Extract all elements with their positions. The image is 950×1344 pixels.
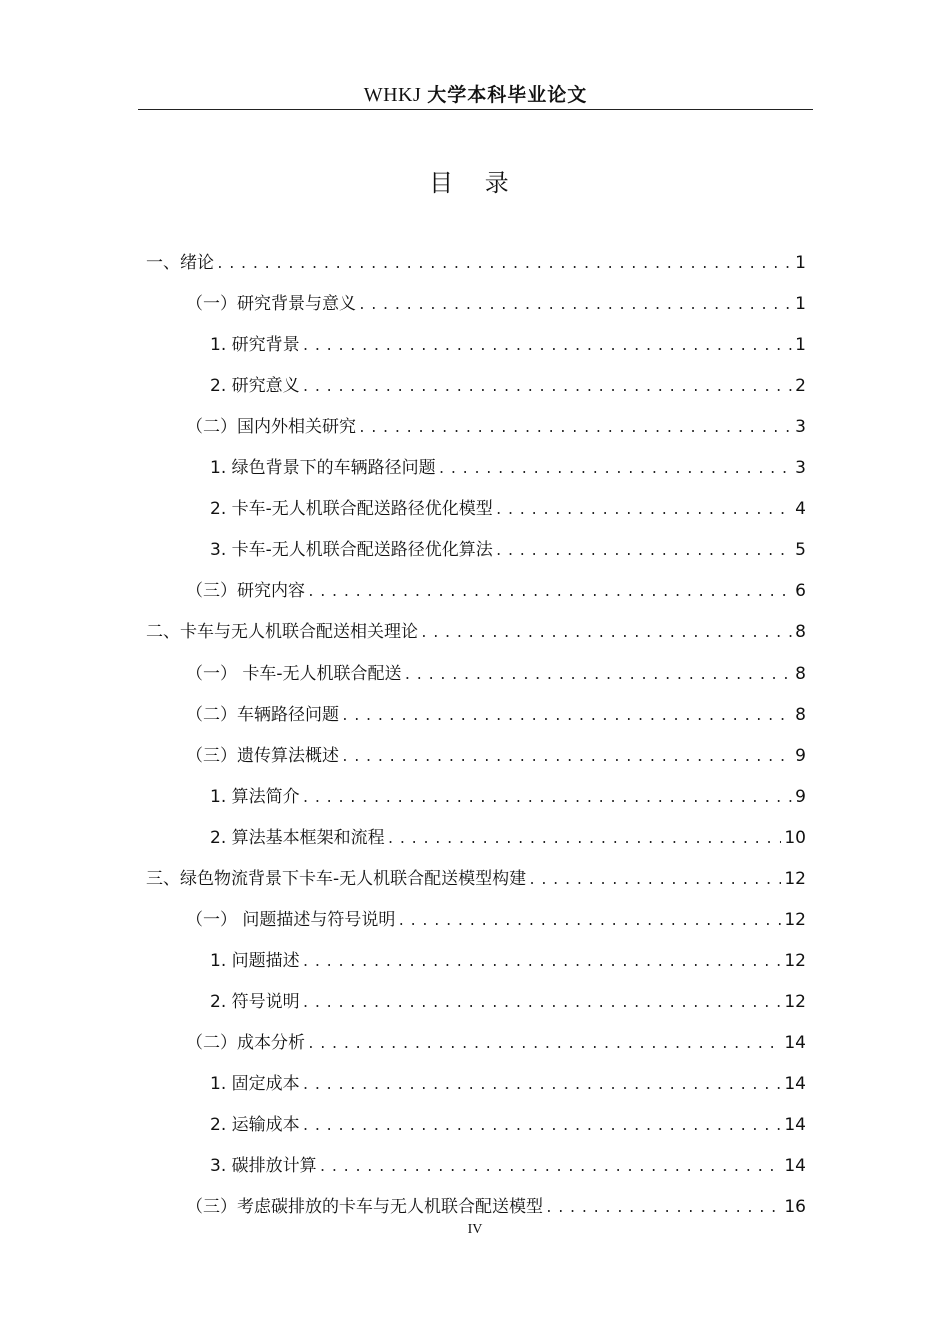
toc-entry-page: 5: [795, 540, 806, 560]
toc-dot-leader: [404, 663, 793, 689]
toc-entry-label: 2. 算法基本框架和流程: [210, 828, 385, 848]
toc-entry-label: 二、卡车与无人机联合配送相关理论: [146, 622, 418, 642]
toc-entry-label: （二）成本分析: [186, 1033, 305, 1053]
toc-entry-page: 8: [795, 705, 806, 725]
running-header: [138, 82, 813, 108]
toc-dot-leader: [387, 827, 782, 853]
toc-entry-label: 2. 运输成本: [210, 1115, 300, 1135]
toc-dot-leader: [358, 416, 792, 442]
toc-entry-label: 1. 研究背景: [210, 335, 300, 355]
toc-dot-leader: [307, 1032, 781, 1058]
toc-entry[interactable]: [210, 496, 806, 522]
toc-entry[interactable]: [210, 373, 806, 399]
toc-entry[interactable]: [210, 332, 806, 358]
page-number: IV: [467, 1222, 483, 1237]
toc-entry-label: 一、绪论: [146, 253, 214, 273]
toc-entry[interactable]: [186, 907, 806, 933]
toc-entry[interactable]: [210, 989, 806, 1015]
toc-entry[interactable]: [210, 537, 806, 563]
toc-entry-label: 1. 算法简介: [210, 787, 300, 807]
toc-entry[interactable]: [186, 1030, 806, 1056]
toc-entry-page: 9: [795, 746, 806, 766]
toc-dot-leader: [545, 1196, 781, 1222]
toc-entry-page: 14: [784, 1115, 806, 1135]
toc-entry-label: （三）考虑碳排放的卡车与无人机联合配送模型: [186, 1197, 543, 1217]
toc-dot-leader: [495, 498, 792, 524]
toc-entry[interactable]: [186, 291, 806, 317]
toc-dot-leader: [302, 334, 793, 360]
toc-entry-page: 12: [784, 992, 806, 1012]
toc-entry[interactable]: [186, 661, 806, 687]
toc-entry[interactable]: [210, 1071, 806, 1097]
header-title: 大学本科毕业论文: [427, 84, 588, 106]
toc-dot-leader: [358, 293, 792, 319]
toc-dot-leader: [302, 1073, 782, 1099]
toc-entry[interactable]: [186, 1194, 806, 1220]
toc-dot-leader: [438, 457, 793, 483]
toc-entry-page: 16: [784, 1197, 806, 1217]
toc-entry[interactable]: [186, 743, 806, 769]
toc-entry-label: 2. 卡车-无人机联合配送路径优化模型: [210, 499, 493, 519]
toc-entry-page: 14: [784, 1033, 806, 1053]
toc-dot-leader: [397, 909, 781, 935]
toc-entry-page: 1: [795, 294, 806, 314]
toc-dot-leader: [302, 1114, 782, 1140]
toc-entry-label: 三、绿色物流背景下卡车-无人机联合配送模型构建: [146, 869, 527, 889]
toc-entry[interactable]: [210, 825, 806, 851]
toc-entry-page: 2: [795, 376, 806, 396]
toc-entry[interactable]: [186, 578, 806, 604]
toc-entry-page: 3: [795, 458, 806, 478]
toc-entry-page: 3: [795, 417, 806, 437]
toc-dot-leader: [302, 991, 782, 1017]
toc-dot-leader: [302, 786, 793, 812]
toc-entry-page: 8: [795, 622, 806, 642]
toc-entry[interactable]: [146, 250, 806, 276]
toc-dot-leader: [341, 704, 792, 730]
toc-entry-page: 14: [784, 1156, 806, 1176]
toc-entry-label: （一）研究背景与意义: [186, 294, 356, 314]
toc-entry-label: （三）遗传算法概述: [186, 746, 339, 766]
toc-entry[interactable]: [210, 948, 806, 974]
toc-dot-leader: [319, 1155, 782, 1181]
toc-entry-label: 2. 研究意义: [210, 376, 300, 396]
toc-entry-label: （二）国内外相关研究: [186, 417, 356, 437]
toc-dot-leader: [341, 745, 792, 771]
toc-dot-leader: [528, 868, 781, 894]
toc-entry-page: 6: [795, 581, 806, 601]
toc-entry-label: 1. 绿色背景下的车辆路径问题: [210, 458, 436, 478]
toc-entry-page: 10: [784, 828, 806, 848]
toc-entry-label: （一） 卡车-无人机联合配送: [186, 664, 402, 684]
toc-dot-leader: [216, 252, 792, 278]
toc-dot-leader: [420, 621, 792, 647]
toc-entry[interactable]: [210, 1153, 806, 1179]
toc-entry-label: （三）研究内容: [186, 581, 305, 601]
page-title: 目 录: [429, 169, 521, 197]
toc-dot-leader: [307, 580, 792, 606]
toc-entry[interactable]: [186, 702, 806, 728]
toc-entry[interactable]: [146, 619, 806, 645]
toc-dot-leader: [302, 375, 793, 401]
toc-entry-label: 1. 问题描述: [210, 951, 300, 971]
toc-entry[interactable]: [210, 1112, 806, 1138]
toc-entry-page: 12: [784, 951, 806, 971]
toc-entry-label: 3. 碳排放计算: [210, 1156, 317, 1176]
toc-dot-leader: [495, 539, 792, 565]
toc-entry-label: 3. 卡车-无人机联合配送路径优化算法: [210, 540, 493, 560]
toc-entry-page: 1: [795, 253, 806, 273]
toc-entry-page: 12: [784, 910, 806, 930]
toc-entry[interactable]: [146, 866, 806, 892]
toc-dot-leader: [302, 950, 782, 976]
toc-entry-label: 1. 固定成本: [210, 1074, 300, 1094]
toc-entry-label: 2. 符号说明: [210, 992, 300, 1012]
toc-entry-label: （二）车辆路径问题: [186, 705, 339, 725]
toc-entry-page: 8: [795, 664, 806, 684]
header-rule: [138, 109, 813, 110]
header-code: WHKJ: [363, 84, 422, 106]
toc-entry[interactable]: [186, 414, 806, 440]
toc-entry-page: 12: [784, 869, 806, 889]
toc-entry[interactable]: [210, 784, 806, 810]
toc-entry-page: 14: [784, 1074, 806, 1094]
toc-entry[interactable]: [210, 455, 806, 481]
toc-entry-page: 4: [795, 499, 806, 519]
toc-entry-page: 1: [795, 335, 806, 355]
toc-entry-label: （一） 问题描述与符号说明: [186, 910, 396, 930]
toc-entry-page: 9: [795, 787, 806, 807]
